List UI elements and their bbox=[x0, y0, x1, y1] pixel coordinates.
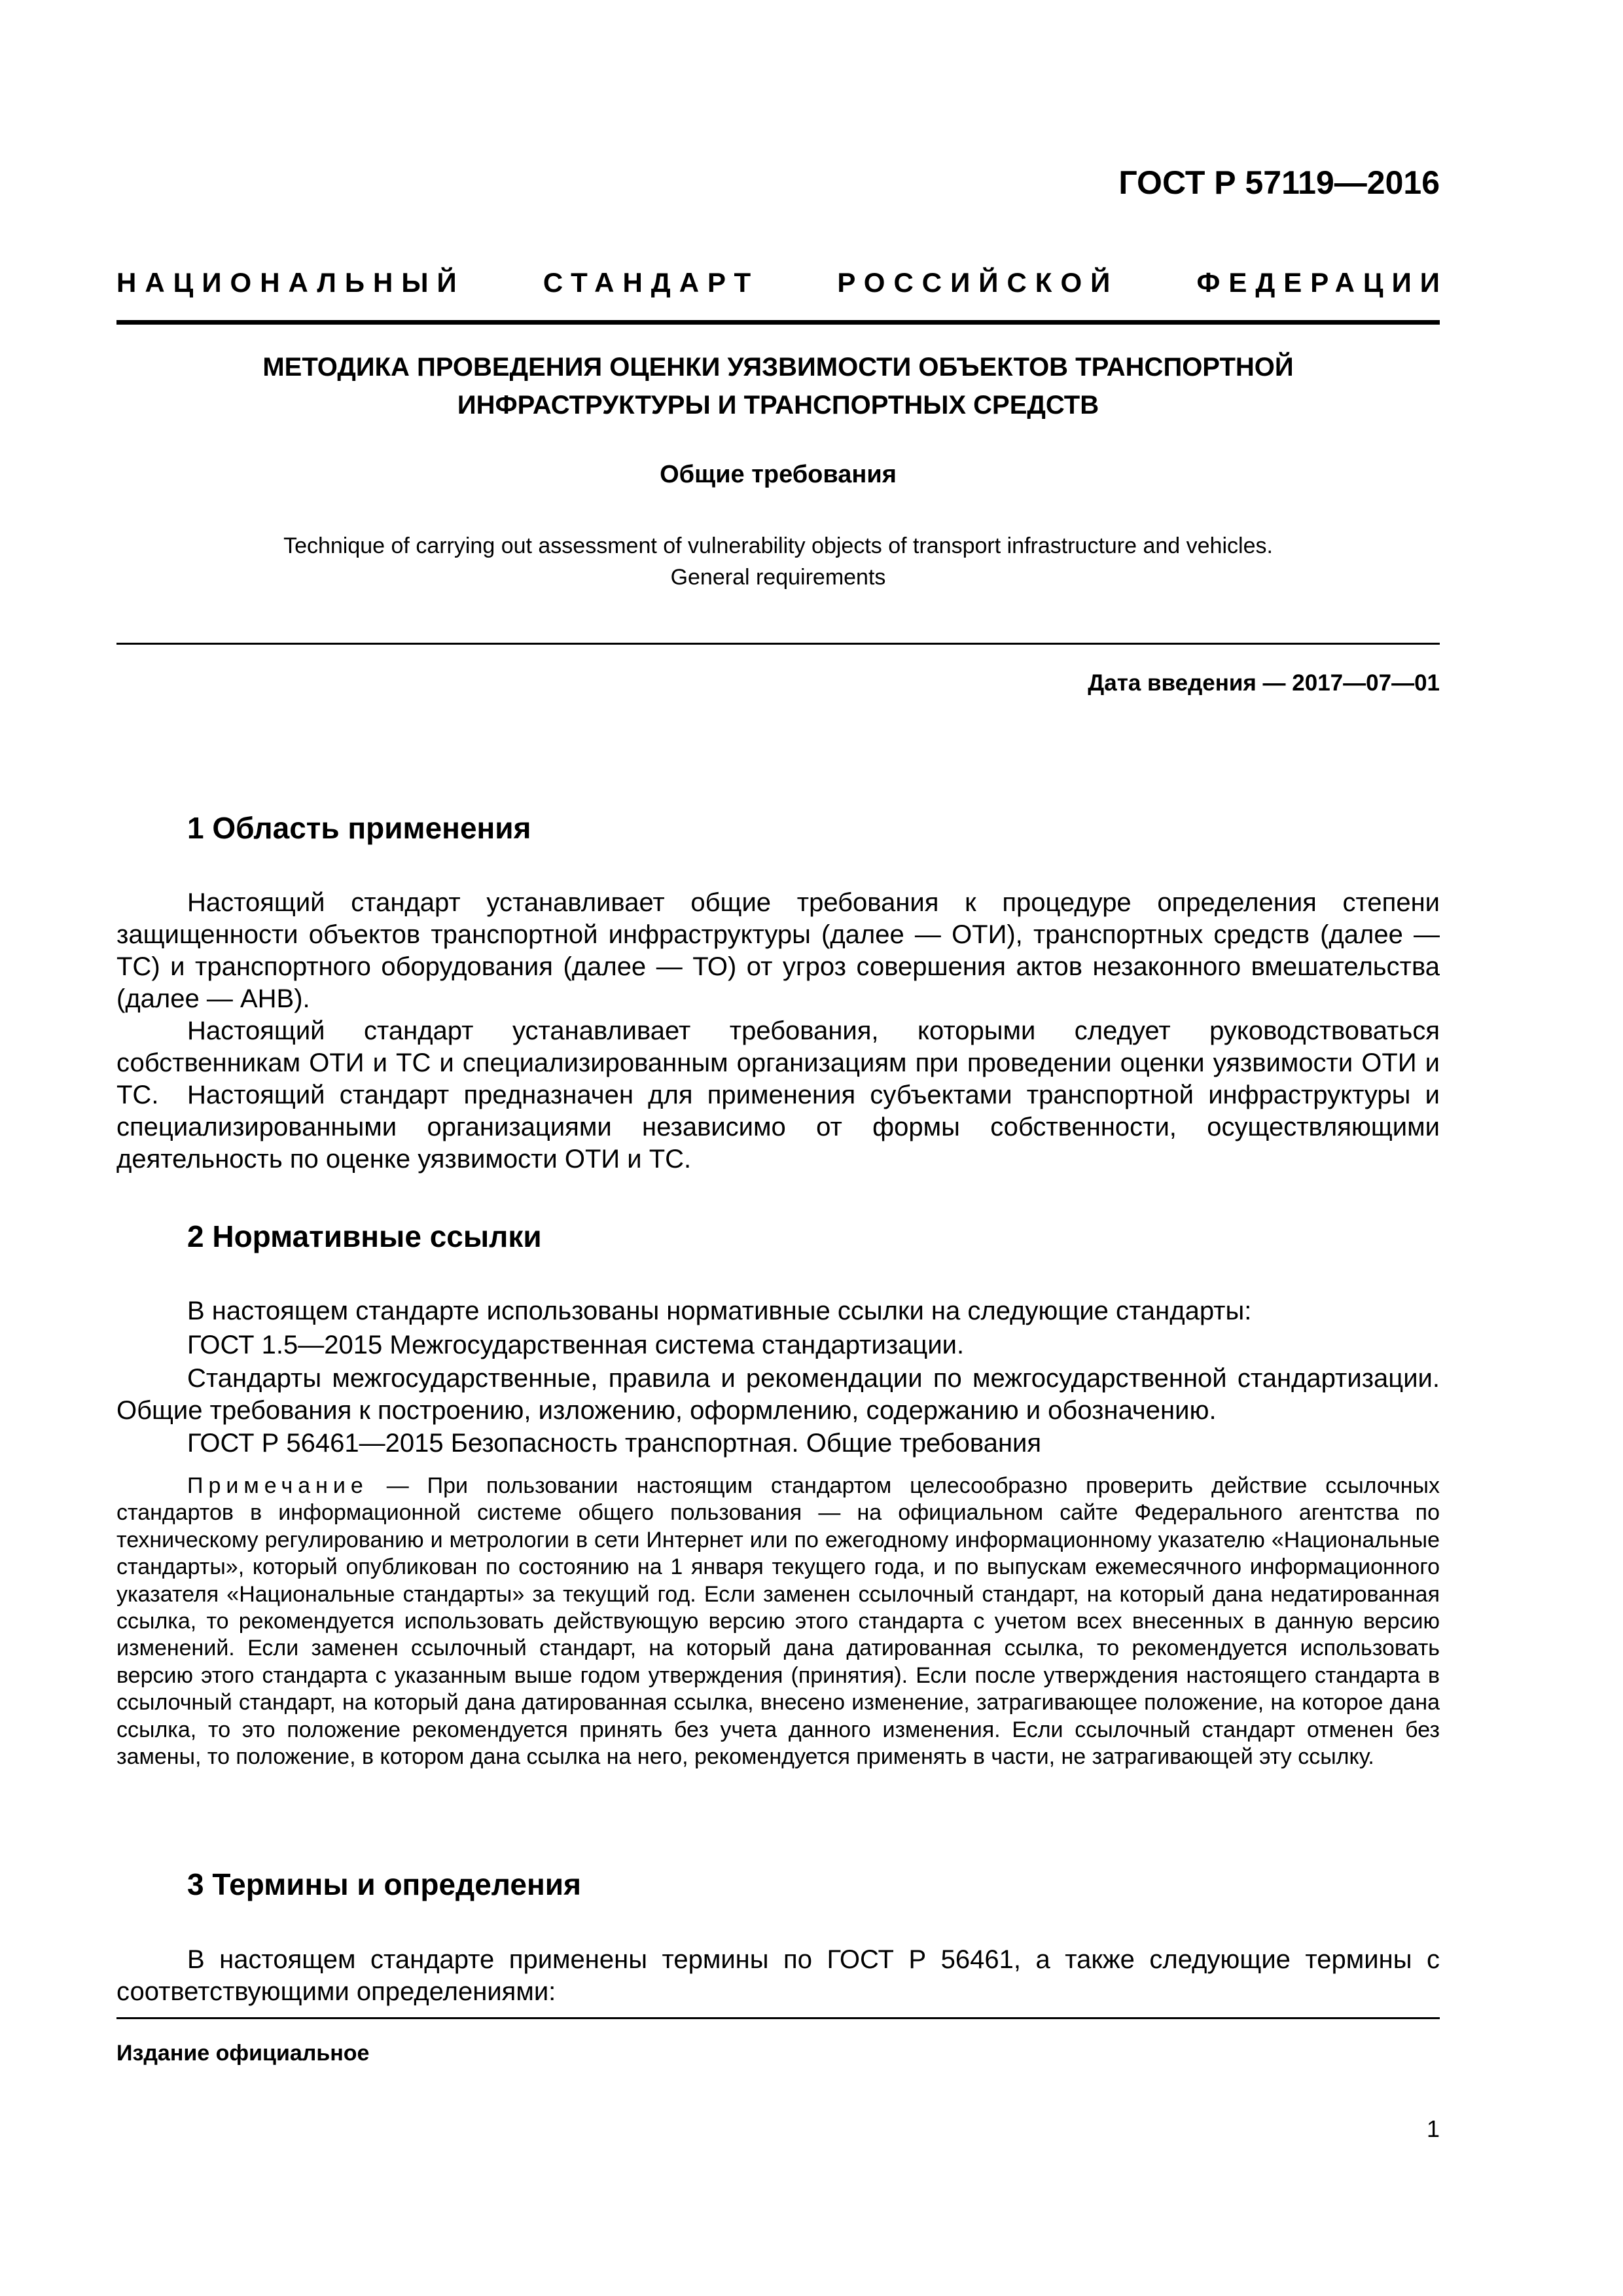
section-3-paragraph: В настоящем стандарте применены термины по ГОСТ Р 56461, а также следующие термины с соответствующими определениями: bbox=[116, 1945, 1440, 2006]
reference-gost-1-5: ГОСТ 1.5—2015 Межгосударственная система стандартизации. bbox=[187, 1331, 965, 1359]
english-title-line-1: Technique of carrying out assessment of vulnerability objects of transport infrastructure and vehicles. bbox=[283, 533, 1273, 558]
section-1-paragraph-2: Настоящий стандарт устанавливает требования, которыми следует руководствоваться собственникам ОТИ и ТС и специализированным организациям при проведении оценки уязвимости ОТИ и ТС. bbox=[116, 1016, 1440, 1109]
section-1-paragraph-3: Настоящий стандарт предназначен для применения субъектами транспортной инфраструктуры и специализированными организациями независимо от формы собственности, осуществляющими деятельность по оценке уязвимости ОТИ и ТС. bbox=[116, 1081, 1440, 1174]
banner-word-federation: ФЕДЕРАЦИИ bbox=[1196, 267, 1448, 298]
note-text: — При пользовании настоящим стандартом целесообразно проверить действие ссылочных стандартов в информационной системе общего пользования — на официальном сайте Федерального агентства по техническому регулированию и метрологии в сети Интернет или по ежегодному информационному указателю «Национальные стандарты», который опубликован по состоянию на 1 января текущего года, и по выпускам ежемесячного информационного указателя «Национальные стандарты» за текущий год. Если заменен ссылочный стандарт, на который дана недатированная ссылка, то рекомендуется использовать действующую версию этого стандарта с учетом всех внесенных в данную версию изменений. Если заменен ссылочный стандарт, на который дана датированная ссылка, то рекомендуется использовать версию этого стандарта с указанным выше годом утверждения (принятия). Если после утверждения настоящего стандарта в ссылочный стандарт, на который дана датированная ссылка, внесено изменение, затрагивающее положение, на которое дана ссылка, то это положение рекомендуется принять без учета данного изменения. Если ссылочный стандарт отменен без замены, то положение, в котором дана ссылка на него, рекомендуется применять в части, не затрагивающей эту ссылку. bbox=[116, 1473, 1440, 1770]
reference-gost-1-5-continued: Стандарты межгосударственные, правила и рекомендации по межгосударственной стандартизации. Общие требования к построению, изложению, оформлению, содержанию и обозначению. bbox=[116, 1364, 1440, 1425]
english-title-line-2: General requirements bbox=[670, 565, 886, 590]
document-subtitle: Общие требования bbox=[660, 461, 897, 488]
official-edition-label: Издание официальное bbox=[116, 2041, 370, 2066]
banner-word-standard: СТАНДАРТ bbox=[543, 267, 760, 298]
document-title bbox=[116, 348, 1440, 424]
banner-word-national: НАЦИОНАЛЬНЫЙ bbox=[116, 267, 465, 298]
section-3-heading: 3 Термины и определения bbox=[187, 1867, 581, 1901]
title-line-1: МЕТОДИКА ПРОВЕДЕНИЯ ОЦЕНКИ УЯЗВИМОСТИ ОБЪЕКТОВ ТРАНСПОРТНОЙ bbox=[262, 353, 1294, 382]
section-1-paragraph-1: Настоящий стандарт устанавливает общие требования к процедуре определения степени защищенности объектов транспортной инфраструктуры (далее — ОТИ), транспортных средств (далее — ТС) и транспортного оборудования (далее — ТО) от угроз совершения актов незаконного вмешательства (далее — АНВ). bbox=[116, 888, 1440, 1013]
note-label: Примечание bbox=[187, 1473, 368, 1498]
title-rule bbox=[116, 643, 1440, 645]
title-line-2: ИНФРАСТРУКТУРЫ И ТРАНСПОРТНЫХ СРЕДСТВ bbox=[457, 391, 1099, 420]
banner-word-russian: РОССИЙСКОЙ bbox=[837, 267, 1119, 298]
national-standard-banner bbox=[116, 267, 1448, 298]
footer-rule bbox=[116, 2017, 1440, 2019]
introduction-date: Дата введения — 2017—07—01 bbox=[1088, 670, 1440, 696]
section-2-heading: 2 Нормативные ссылки bbox=[187, 1219, 542, 1253]
section-2-intro: В настоящем стандарте использованы нормативные ссылки на следующие стандарты: bbox=[187, 1297, 1252, 1325]
section-1-heading: 1 Область применения bbox=[187, 811, 531, 845]
document-page bbox=[116, 0, 1448, 2296]
reference-gost-r-56461: ГОСТ Р 56461—2015 Безопасность транспортная. Общие требования bbox=[187, 1429, 1042, 1458]
doc-number: ГОСТ Р 57119—2016 bbox=[1118, 164, 1440, 201]
header-rule bbox=[116, 320, 1440, 325]
page-number: 1 bbox=[1426, 2115, 1440, 2142]
english-title bbox=[116, 530, 1440, 593]
references-note bbox=[116, 1473, 1440, 1770]
